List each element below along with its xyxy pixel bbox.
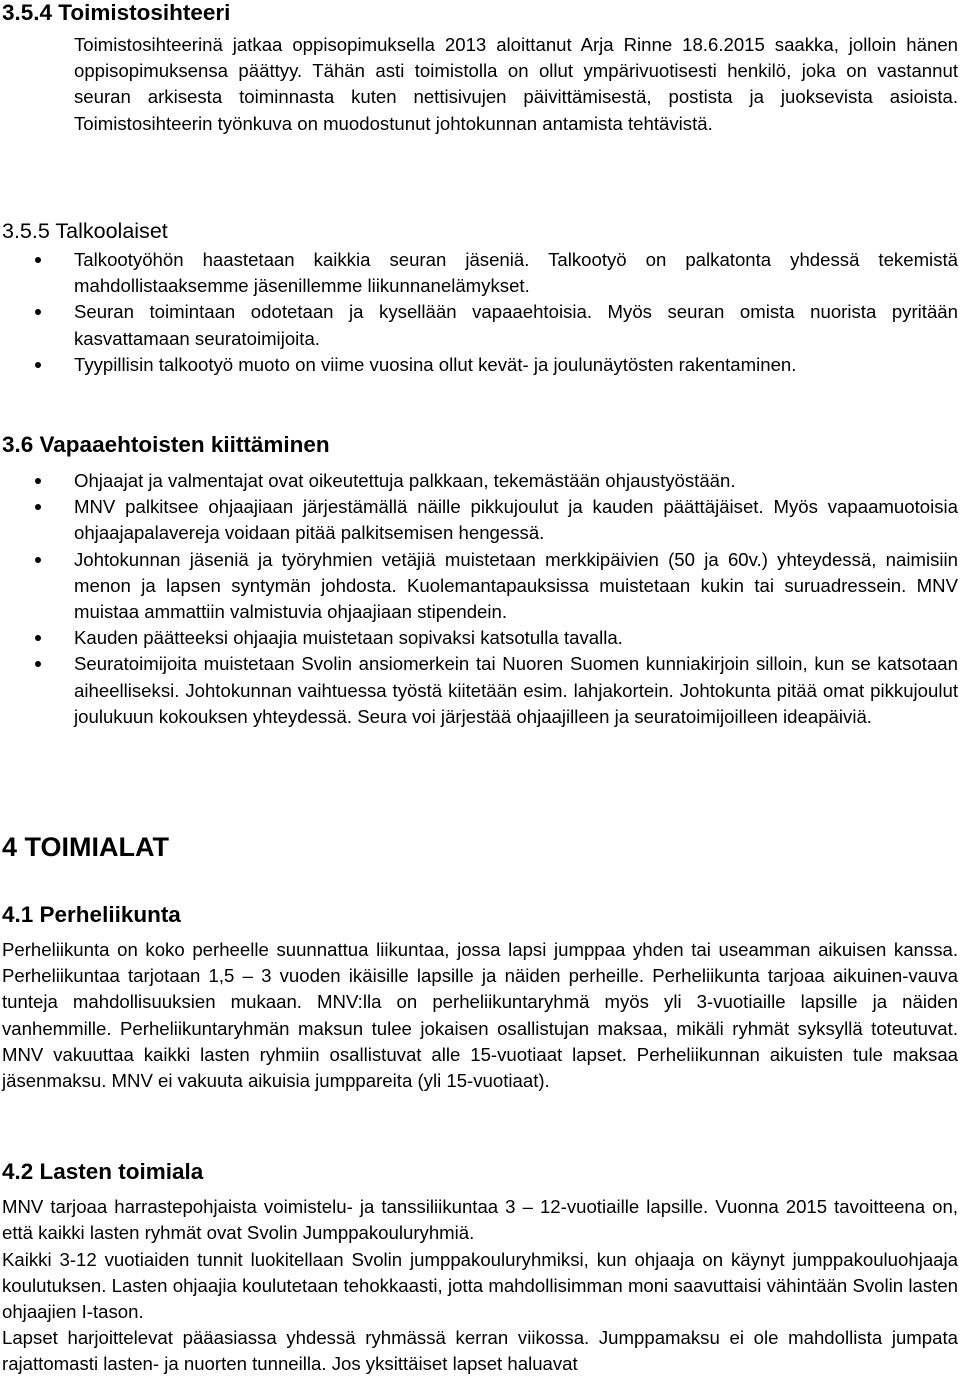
bullet-icon: [35, 661, 41, 667]
paragraph-lasten-3: Lapset harjoittelevat pääasiassa yhdessä ryhmässä kerran viikossa. Jumppamaksu ei ole mahdollista jumpata rajattomasti lasten- ja nuorten tunneilla. Jos yksittäiset lapset haluavat: [2, 1327, 958, 1375]
list-item: Ohjaajat ja valmentajat ovat oikeutettuja palkkaan, tekemästään ohjaustyöstään.: [0, 468, 958, 494]
bullet-icon: [35, 635, 41, 641]
bullet-icon: [35, 478, 41, 484]
bullet-icon: [35, 309, 41, 315]
paragraph-toimistosihteeri: Toimistosihteerinä jatkaa oppisopimuksella 2013 aloittanut Arja Rinne 18.6.2015 saakka, jolloin hänen oppisopimuksensa päättyy. Tähän asti toimistolla on ollut ympärivuotisesti henkilö, joka on vastannut seuran arkisesta toiminnasta kuten nettisivujen päivittämisestä, postista ja juoksevista asioista. Toimistosihteerin työnkuva on muodostunut johtokunnan antamista tehtävistä.: [74, 34, 958, 134]
list-item: Seuratoimijoita muistetaan Svolin ansiomerkein tai Nuoren Suomen kunniakirjoin silloin, kun se katsotaan aiheelliseksi. Johtokunnan vaihtuessa työstä kiitetään esim. lahjakortein. Johtokunta pitää omat pikkujoulut joulukuun kokouksen yhteydessä. Seura voi järjestää ohjaajilleen ja seuratoimijoilleen ideapäiviä.: [0, 651, 958, 730]
bullet-icon: [35, 362, 41, 368]
bullet-icon: [35, 557, 41, 563]
list-talkoolaiset: [0, 247, 958, 378]
paragraph-lasten-1: MNV tarjoaa harrastepohjaista voimistelu- ja tanssiliikuntaa 3 – 12-vuotiaille lapsille. Vuonna 2015 tavoitteena on, että kaikki lasten ryhmät ovat Svolin Jumppakouluryhmiä.: [2, 1196, 958, 1244]
list-item: MNV palkitsee ohjaajiaan järjestämällä näille pikkujoulut ja kauden päättäjäiset. Myös vapaamuotoisia ohjaajapalavereja voidaan pitää palkitsemisen hengessä.: [0, 494, 958, 546]
list-item: Tyypillisin talkootyö muoto on viime vuosina ollut kevät- ja joulunäytösten rakentaminen.: [0, 352, 958, 378]
list-kiittaminen: [0, 468, 958, 730]
list-item: Johtokunnan jäseniä ja työryhmien vetäjiä muistetaan merkkipäivien (50 ja 60v.) yhteydessä, naimisiin menon ja lapsen syntymän johdosta. Kuolemantapauksissa muistetaan kukin tai suruadressein. MNV muistaa ammattiin valmistuvia ohjaajiaan stipendein.: [0, 547, 958, 626]
bullet-icon: [35, 504, 41, 510]
list-item: Talkootyöhön haastetaan kaikkia seuran jäseniä. Talkootyö on palkatonta yhdessä tekemistä mahdollistaaksemme jäsenillemme liikunnanelämykset.: [0, 247, 958, 299]
list-item: Seuran toimintaan odotetaan ja kysellään vapaaehtoisia. Myös seuran omista nuorista pyritään kasvattamaan seuratoimijoita.: [0, 299, 958, 351]
list-item: Kauden päätteeksi ohjaajia muistetaan sopivaksi katsotulla tavalla.: [0, 625, 958, 651]
paragraph-perheliikunta: Perheliikunta on koko perheelle suunnattua liikuntaa, jossa lapsi jumppaa yhden tai useamman aikuisen kanssa. Perheliikuntaa tarjotaan 1,5 – 3 vuoden ikäisille lapsille ja näiden perheille. Perheliikunta tarjoaa aikuinen-vauva tunteja mahdollisuuksien mukaan. MNV:lla on perheliikuntaryhmä myös yli 3-vuotiaille lapsille ja näiden vanhemmille. Perheliikuntaryhmän maksun tulee jokaisen osallistujan maksaa, mikäli ryhmät syksyllä toteutuvat. MNV vakuuttaa kaikki lasten ryhmiin osallistuvat alle 15-vuotiaat lapset. Perheliikunnan aikuisten tule maksaa jäsenmaksu. MNV ei vakuuta aikuisia jumppareita (yli 15-vuotiaat).: [2, 939, 958, 1092]
heading-lasten-toimiala: 4.2 Lasten toimiala: [2, 1159, 204, 1184]
heading-toimialat: 4 TOIMIALAT: [2, 832, 169, 862]
heading-vapaaehtoisten-kiittaminen: 3.6 Vapaaehtoisten kiittäminen: [2, 432, 330, 457]
bullet-icon: [35, 257, 41, 263]
heading-toimistosihteeri: 3.5.4 Toimistosihteeri: [2, 0, 231, 25]
paragraph-lasten-2: Kaikki 3-12 vuotiaiden tunnit luokitellaan Svolin jumppakouluryhmiksi, kun ohjaaja on käynyt jumppakouluohjaaja koulutuksen. Lasten ohjaajia koulutetaan tehokkaasti, jotta mahdollisimman moni saavuttaisi vähintään Svolin lasten ohjaajien I-tason.: [2, 1249, 958, 1323]
heading-talkoolaiset: 3.5.5 Talkoolaiset: [2, 219, 168, 243]
heading-perheliikunta: 4.1 Perheliikunta: [2, 902, 181, 927]
